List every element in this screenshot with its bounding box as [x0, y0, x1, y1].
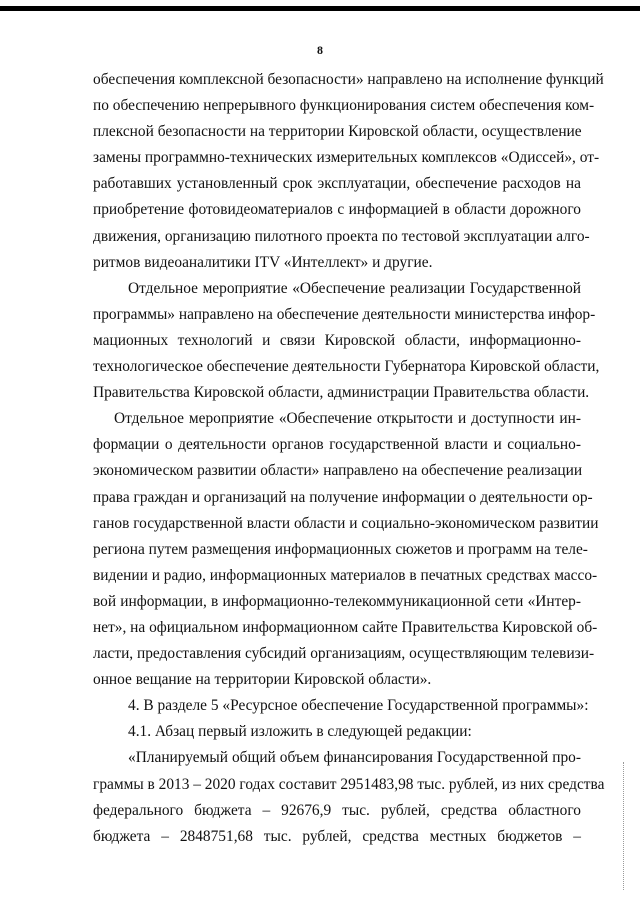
- document-body: [93, 67, 605, 850]
- text-line: Отдельное мероприятие «Обеспечение реализации Государственной: [128, 279, 581, 297]
- text-line: видении и радио, информационных материалов в печатных средствах массо-: [93, 566, 598, 584]
- text-line: ласти, предоставления субсидий организациям, осуществляющим телевизи-: [93, 645, 595, 663]
- text-line: плексной безопасности на территории Кировской области, осуществление: [93, 123, 582, 141]
- text-line: работавших установленный срок эксплуатации, обеспечение расходов на: [93, 175, 581, 193]
- text-line: приобретение фотовидеоматериалов с информацией в области дорожного: [93, 201, 581, 219]
- text-line: технологическое обеспечение деятельности Губернатора Кировской области,: [93, 358, 600, 376]
- text-line: мационных технологий и связи Кировской области, информационно-: [93, 331, 581, 349]
- text-line: обеспечения комплексной безопасности» направлено на исполнение функций: [93, 71, 604, 88]
- text-line: программы» направлено на обеспечение деятельности министерства инфор-: [93, 305, 596, 323]
- top-border-rule: [0, 6, 640, 11]
- text-line: региона путем размещения информационных сюжетов и программ на теле-: [93, 540, 588, 558]
- text-line: движения, организацию пилотного проекта по тестовой эксплуатации алго-: [93, 227, 590, 245]
- paragraph-information-openness: [93, 406, 599, 693]
- paragraph-program-implementation: [93, 276, 600, 406]
- text-line: федерального бюджета – 92676,9 тыс. рублей, средства областного: [93, 801, 581, 819]
- text-line: экономическом развитии области» направлено на обеспечение реализации: [93, 462, 583, 480]
- paragraph-clause-4-1: [93, 719, 581, 745]
- text-line: онное вещание на территории Кировской области».: [93, 671, 432, 689]
- text-line: замены программно-технических измерительных комплексов «Одиссей», от-: [93, 149, 600, 167]
- text-line: формации о деятельности органов государственной власти и социально-: [93, 436, 581, 454]
- scan-edge-mark: [623, 762, 625, 890]
- paragraph-financing-amounts: [93, 745, 605, 849]
- text-line: права граждан и организаций на получение информации о деятельности ор-: [93, 488, 593, 506]
- text-line: по обеспечению непрерывного функционирования систем обеспечения ком-: [93, 97, 595, 115]
- text-line: ритмов видеоаналитики ITV «Интеллект» и другие.: [93, 253, 433, 271]
- text-line: ганов государственной власти области и социально-экономическом развитии: [93, 514, 599, 532]
- paragraph-section-5-heading: [93, 693, 589, 719]
- page-number: 8: [317, 43, 323, 57]
- text-line: граммы в 2013 – 2020 годах составит 2951483,98 тыс. рублей, из них средства: [93, 775, 605, 793]
- text-line: нет», на официальном информационном сайте Правительства Кировской об-: [93, 618, 598, 636]
- paragraph-security-functions: [93, 67, 604, 276]
- text-line: Отдельное мероприятие «Обеспечение открытости и доступности ин-: [114, 410, 581, 428]
- text-line: бюджета – 2848751,68 тыс. рублей, средства местных бюджетов –: [93, 827, 581, 845]
- text-line: «Планируемый общий объем финансирования Государственной про-: [128, 749, 581, 767]
- text-line: Правительства Кировской области, администрации Правительства области.: [93, 384, 590, 402]
- text-line: вой информации, в информационно-телекоммуникационной сети «Интер-: [93, 592, 581, 610]
- text-line: 4.1. Абзац первый изложить в следующей редакции:: [128, 723, 472, 741]
- text-line: 4. В разделе 5 «Ресурсное обеспечение Государственной программы»:: [128, 697, 589, 715]
